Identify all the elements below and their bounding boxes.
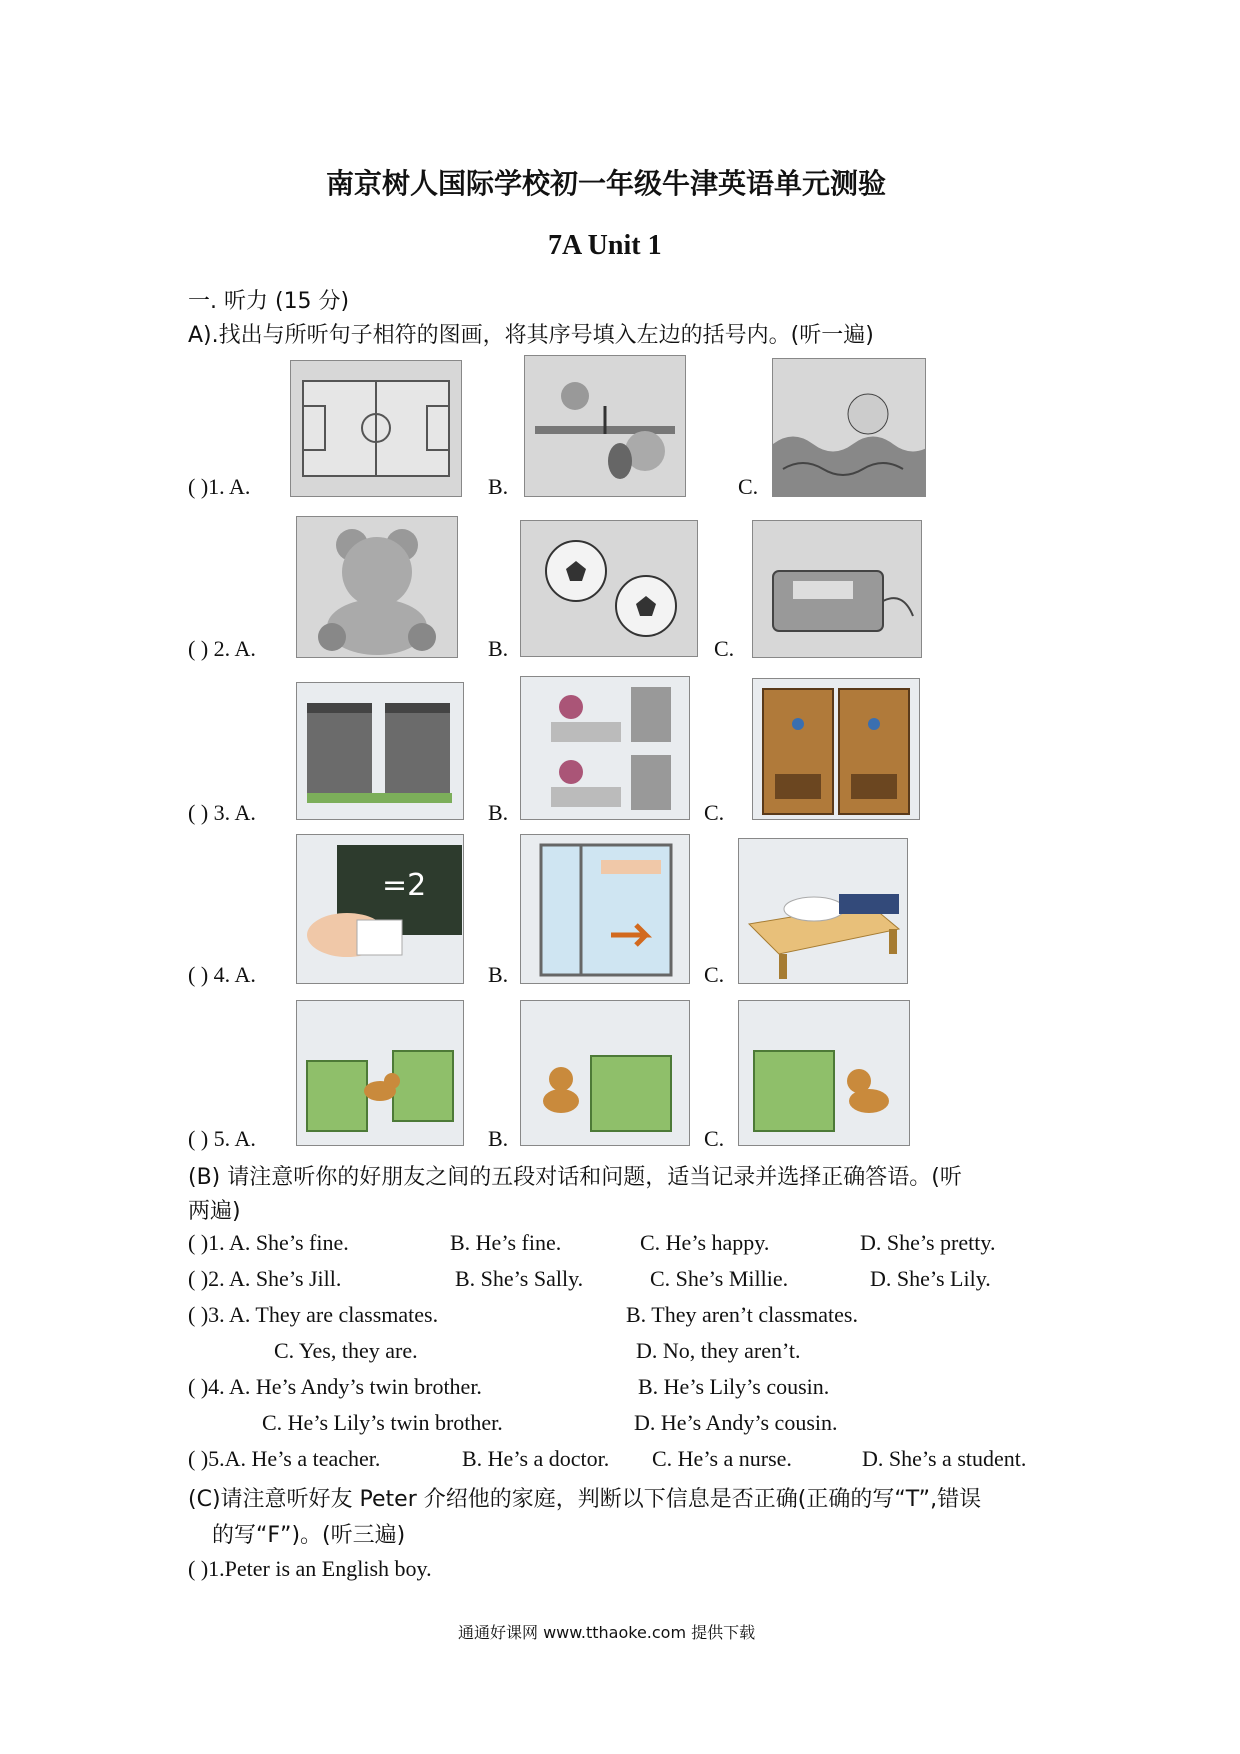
row4-b: B. [488, 962, 509, 987]
unit-subtitle: 7A Unit 1 [548, 230, 662, 261]
row3-c: C. [704, 800, 725, 825]
pb-q4-d: D. He’s Andy’s cousin. [634, 1410, 838, 1435]
ping-pong-icon [524, 355, 686, 497]
soccer-field-icon [290, 360, 462, 497]
pb-q3-d: D. No, they aren’t. [636, 1338, 801, 1363]
soccer-balls-icon [520, 520, 698, 657]
pb-q1-d: D. She’s pretty. [860, 1230, 996, 1255]
pb-q4-c: C. He’s Lily’s twin brother. [262, 1410, 503, 1435]
footer-credit: 通通好课网 www.tthaoke.com 提供下载 [458, 1623, 756, 1642]
row3-label: ( ) 3. A. [188, 800, 256, 825]
dog-between-boxes-icon [296, 1000, 464, 1146]
pb-q2-b: B. She’s Sally. [455, 1266, 584, 1291]
part-b-instruction-line2: 两遍) [188, 1199, 241, 1224]
teddy-bear-icon [296, 516, 458, 658]
row3-b: B. [488, 800, 509, 825]
pb-q5-c: C. He’s a nurse. [652, 1446, 792, 1471]
row1-c: C. [738, 474, 759, 499]
pb-q5-b: B. He’s a doctor. [462, 1446, 610, 1471]
window-open-icon [520, 834, 690, 984]
pc-q1: ( )1.Peter is an English boy. [188, 1556, 432, 1581]
row4-c: C. [704, 962, 725, 987]
pb-q2-a: ( )2. A. She’s Jill. [188, 1266, 342, 1291]
dog-beside-box-icon [520, 1000, 690, 1146]
row2-c: C. [714, 636, 735, 661]
row5-label: ( ) 5. A. [188, 1126, 256, 1151]
pb-q4-b: B. He’s Lily’s cousin. [638, 1374, 830, 1399]
pb-q1-b: B. He’s fine. [450, 1230, 562, 1255]
row2-label: ( ) 2. A. [188, 636, 256, 661]
row1-b: B. [488, 474, 509, 499]
school-buildings-icon [296, 682, 464, 820]
row2-b: B. [488, 636, 509, 661]
part-c-instruction-line2: 的写“F”)。(听三遍) [212, 1523, 406, 1548]
page-title: 南京树人国际学校初一年级牛津英语单元测验 [326, 167, 887, 200]
svg-text:=2: =2 [382, 868, 427, 903]
pb-q4-a: ( )4. A. He’s Andy’s twin brother. [188, 1374, 482, 1399]
pb-q2-d: D. She’s Lily. [870, 1266, 991, 1291]
row5-c: C. [704, 1126, 725, 1151]
tape-recorder-icon [752, 520, 922, 658]
section-heading-listening: 一. 听力 (15 分) [188, 289, 350, 314]
pb-q3-b: B. They aren’t classmates. [626, 1302, 858, 1327]
blackboard-wipe-icon [296, 834, 464, 984]
pb-q2-c: C. She’s Millie. [650, 1266, 789, 1291]
part-c-instruction-line1: (C)请注意听好友 Peter 介绍他的家庭，判断以下信息是否正确(正确的写“T”,错误 [188, 1487, 982, 1512]
swimming-icon [772, 358, 926, 497]
pb-q5-d: D. She’s a student. [862, 1446, 1027, 1471]
doors-icon [752, 678, 920, 820]
row5-b: B. [488, 1126, 509, 1151]
pb-q5-a: ( )5.A. He’s a teacher. [188, 1446, 381, 1471]
pb-q1-a: ( )1. A. She’s fine. [188, 1230, 349, 1255]
pb-q3-c: C. Yes, they are. [274, 1338, 418, 1363]
row1-label: ( )1. A. [188, 474, 251, 499]
pb-q3-a: ( )3. A. They are classmates. [188, 1302, 439, 1327]
part-b-instruction-line1: (B) 请注意听你的好朋友之间的五段对话和问题，适当记录并选择正确答语。(听 [188, 1165, 962, 1190]
table-wipe-icon [738, 838, 908, 984]
row4-label: ( ) 4. A. [188, 962, 256, 987]
part-a-instruction: A).找出与所听句子相符的图画，将其序号填入左边的括号内。(听一遍) [188, 323, 874, 348]
office-workers-icon [520, 676, 690, 820]
dog-behind-box-icon [738, 1000, 910, 1146]
pb-q1-c: C. He’s happy. [640, 1230, 770, 1255]
